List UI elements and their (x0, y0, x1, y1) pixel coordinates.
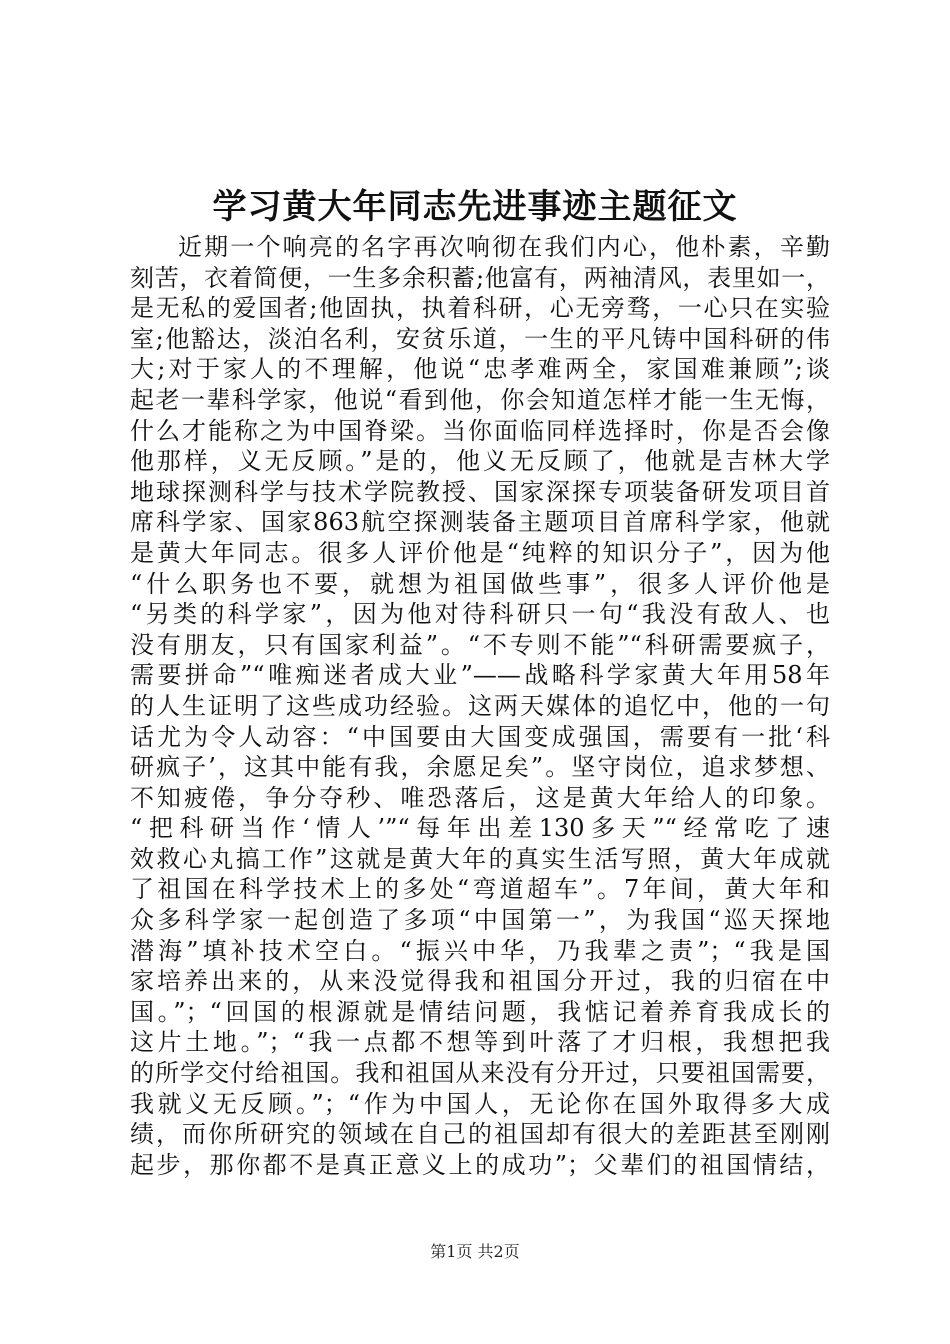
body-line: 绩，而你所研究的领域在自己的祖国却有很大的差距甚至刚刚 (130, 1120, 830, 1149)
body-line: 刻苦，衣着简便，一生多余积蓄;他富有，两袖清风，表里如一， (130, 263, 830, 292)
document-body (130, 232, 830, 1180)
body-line: 不知疲倦，争分夺秒、唯恐落后，这是黄大年给人的印象。 (130, 783, 830, 812)
body-line: 大;对于家人的不理解，他说“忠孝难两全，家国难兼顾”;谈 (130, 355, 830, 384)
body-line: 没有朋友，只有国家利益”。“不专则不能”“科研需要疯子， (130, 630, 830, 659)
body-line: 需要拼命”“唯痴迷者成大业”——战略科学家黄大年用58年 (130, 661, 830, 690)
body-line: “另类的科学家”，因为他对待科研只一句“我没有敌人、也 (130, 600, 830, 629)
body-line: 的人生证明了这些成功经验。这两天媒体的追忆中，他的一句 (130, 691, 830, 720)
body-line: 什么才能称之为中国脊梁。当你面临同样选择时，你是否会像 (130, 416, 830, 445)
body-line: 了祖国在科学技术上的多处“弯道超车”。7年间，黄大年和 (130, 875, 830, 904)
body-line: 是黄大年同志。很多人评价他是“纯粹的知识分子”，因为他 (130, 538, 830, 567)
body-line: 起步，那你都不是真正意义上的成功”；父辈们的祖国情结， (130, 1150, 830, 1179)
body-line: 国。”；“回国的根源就是情结问题，我惦记着养育我成长的 (130, 997, 830, 1026)
page-number-footer: 第1页 共2页 (430, 1242, 520, 1261)
body-line: 众多科学家一起创造了多项“中国第一”，为我国“巡天探地 (130, 906, 830, 935)
body-line: 研疯子’，这其中能有我，余愿足矣”。坚守岗位，追求梦想、 (130, 753, 830, 782)
body-line: 席科学家、国家863航空探测装备主题项目首席科学家，他就 (130, 508, 830, 537)
body-line: 的所学交付给祖国。我和祖国从来没有分开过，只要祖国需要， (130, 1059, 830, 1088)
body-line: 话尤为令人动容：“中国要由大国变成强国，需要有一批‘科 (130, 722, 830, 751)
body-line: 这片土地。”；“我一点都不想等到叶落了才归根，我想把我 (130, 1028, 830, 1057)
body-line: 潜海”填补技术空白。“振兴中华，乃我辈之责”；“我是国 (130, 936, 830, 965)
body-line: 地球探测科学与技术学院教授、国家深探专项装备研发项目首 (130, 477, 830, 506)
body-line: 家培养出来的，从来没觉得我和祖国分开过，我的归宿在中 (130, 967, 830, 996)
document-title: 学习黄大年同志先进事迹主题征文 (212, 187, 738, 227)
body-line: 起老一辈科学家，他说“看到他，你会知道怎样才能一生无悔， (130, 385, 830, 414)
body-line: 室;他豁达，淡泊名利，安贫乐道，一生的平凡铸中国科研的伟 (130, 324, 830, 353)
body-line: 我就义无反顾。”；“作为中国人，无论你在国外取得多大成 (130, 1089, 830, 1118)
body-line: 近期一个响亮的名字再次响彻在我们内心，他朴素，辛勤 (178, 233, 830, 261)
body-line: “什么职务也不要，就想为祖国做些事”，很多人评价他是 (130, 569, 830, 598)
body-line: 他那样，义无反顾。”是的，他义无反顾了，他就是吉林大学 (130, 447, 830, 476)
body-line: “把科研当作‘情人’”“每年出差130多天”“经常吃了速 (130, 814, 830, 843)
body-line: 效救心丸搞工作”这就是黄大年的真实生活写照，黄大年成就 (130, 844, 830, 873)
body-line: 是无私的爱国者;他固执，执着科研，心无旁骛，一心只在实验 (130, 294, 830, 323)
